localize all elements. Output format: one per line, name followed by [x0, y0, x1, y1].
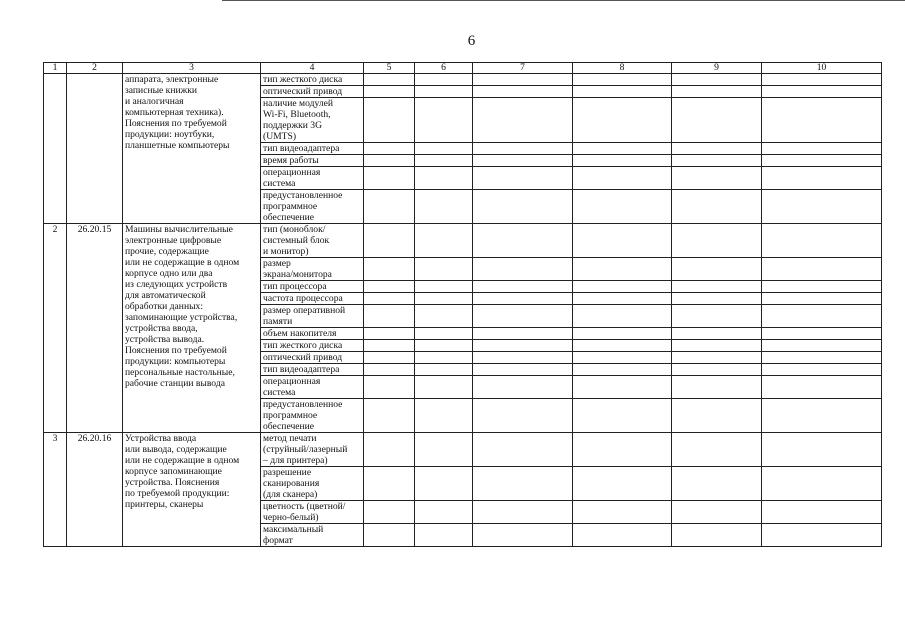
column-header: 9	[672, 63, 762, 74]
row-number-cell: 3	[44, 433, 67, 547]
value-cell	[672, 399, 762, 433]
value-cell	[762, 399, 882, 433]
table-row	[44, 433, 882, 467]
characteristic-cell: максимальный формат	[261, 524, 364, 547]
characteristic-cell: размер экрана/монитора	[261, 258, 364, 281]
value-cell	[473, 305, 573, 328]
characteristic-cell: время работы	[261, 155, 364, 167]
characteristic-cell: наличие модулей Wi-Fi, Bluetooth, поддержки 3G (UMTS)	[261, 98, 364, 143]
value-cell	[364, 524, 415, 547]
value-cell	[415, 74, 473, 86]
characteristic-cell: оптический привод	[261, 352, 364, 364]
column-header: 4	[261, 63, 364, 74]
characteristic-cell: цветность (цветной/ черно-белый)	[261, 501, 364, 524]
value-cell	[672, 74, 762, 86]
table-row	[44, 224, 882, 258]
value-cell	[573, 352, 672, 364]
value-cell	[762, 281, 882, 293]
value-cell	[415, 433, 473, 467]
value-cell	[364, 328, 415, 340]
value-cell	[473, 155, 573, 167]
value-cell	[573, 399, 672, 433]
value-cell	[364, 305, 415, 328]
value-cell	[415, 399, 473, 433]
value-cell	[473, 86, 573, 98]
value-cell	[364, 293, 415, 305]
okpd-code-cell	[67, 74, 123, 224]
value-cell	[415, 190, 473, 224]
value-cell	[415, 258, 473, 281]
value-cell	[672, 340, 762, 352]
column-header: 5	[364, 63, 415, 74]
value-cell	[473, 364, 573, 376]
value-cell	[473, 376, 573, 399]
header-row	[44, 63, 882, 74]
characteristic-cell: тип (моноблок/ системный блок и монитор)	[261, 224, 364, 258]
value-cell	[415, 364, 473, 376]
value-cell	[415, 524, 473, 547]
value-cell	[762, 224, 882, 258]
value-cell	[672, 352, 762, 364]
characteristics-table	[43, 62, 882, 547]
column-header: 3	[123, 63, 261, 74]
row-number-cell: 2	[44, 224, 67, 433]
characteristic-cell: тип процессора	[261, 281, 364, 293]
value-cell	[672, 467, 762, 501]
value-cell	[415, 501, 473, 524]
value-cell	[415, 167, 473, 190]
value-cell	[364, 167, 415, 190]
value-cell	[762, 524, 882, 547]
value-cell	[672, 524, 762, 547]
characteristic-cell: операционная система	[261, 167, 364, 190]
value-cell	[573, 155, 672, 167]
value-cell	[573, 501, 672, 524]
value-cell	[573, 467, 672, 501]
value-cell	[364, 376, 415, 399]
value-cell	[573, 224, 672, 258]
value-cell	[762, 143, 882, 155]
value-cell	[364, 86, 415, 98]
value-cell	[473, 467, 573, 501]
value-cell	[762, 74, 882, 86]
okpd-code-cell: 26.20.16	[67, 433, 123, 547]
characteristic-cell: частота процессора	[261, 293, 364, 305]
value-cell	[672, 433, 762, 467]
column-header: 7	[473, 63, 573, 74]
value-cell	[473, 143, 573, 155]
value-cell	[473, 524, 573, 547]
value-cell	[762, 501, 882, 524]
value-cell	[364, 501, 415, 524]
value-cell	[473, 433, 573, 467]
value-cell	[364, 155, 415, 167]
value-cell	[762, 305, 882, 328]
value-cell	[762, 190, 882, 224]
top-rule	[222, 0, 905, 1]
value-cell	[573, 293, 672, 305]
value-cell	[573, 328, 672, 340]
characteristic-cell: тип жесткого диска	[261, 340, 364, 352]
value-cell	[473, 328, 573, 340]
column-header: 1	[44, 63, 67, 74]
value-cell	[762, 293, 882, 305]
product-description-cell: Машины вычислительные электронные цифровые прочие, содержащие или не содержащие в одном корпусе одно или два из следующих устройств для автоматической обработки данных: запоминающие устройства, устройства ввода, устройства вывода. Пояснения по требуемой продукции: компьютеры персональные настольные, рабочие станции вывода	[123, 224, 261, 433]
value-cell	[573, 364, 672, 376]
value-cell	[473, 281, 573, 293]
value-cell	[762, 167, 882, 190]
value-cell	[473, 258, 573, 281]
characteristic-cell: оптический привод	[261, 86, 364, 98]
value-cell	[672, 293, 762, 305]
characteristic-cell: размер оперативной памяти	[261, 305, 364, 328]
value-cell	[672, 376, 762, 399]
value-cell	[473, 190, 573, 224]
value-cell	[573, 167, 672, 190]
value-cell	[364, 258, 415, 281]
column-header: 10	[762, 63, 882, 74]
value-cell	[762, 467, 882, 501]
column-header: 8	[573, 63, 672, 74]
value-cell	[473, 399, 573, 433]
value-cell	[415, 224, 473, 258]
value-cell	[672, 98, 762, 143]
value-cell	[473, 98, 573, 143]
table-row	[44, 74, 882, 86]
value-cell	[364, 190, 415, 224]
value-cell	[672, 501, 762, 524]
value-cell	[364, 143, 415, 155]
value-cell	[415, 155, 473, 167]
value-cell	[415, 143, 473, 155]
value-cell	[573, 524, 672, 547]
characteristic-cell: тип видеоадаптера	[261, 364, 364, 376]
value-cell	[672, 281, 762, 293]
value-cell	[762, 364, 882, 376]
value-cell	[762, 155, 882, 167]
row-number-cell	[44, 74, 67, 224]
value-cell	[473, 293, 573, 305]
value-cell	[415, 281, 473, 293]
value-cell	[473, 501, 573, 524]
value-cell	[672, 167, 762, 190]
value-cell	[573, 376, 672, 399]
value-cell	[762, 433, 882, 467]
characteristic-cell: тип жесткого диска	[261, 74, 364, 86]
okpd-code-cell: 26.20.15	[67, 224, 123, 433]
value-cell	[573, 190, 672, 224]
value-cell	[473, 352, 573, 364]
characteristic-cell: метод печати (струйный/лазерный – для принтера)	[261, 433, 364, 467]
value-cell	[364, 74, 415, 86]
value-cell	[672, 328, 762, 340]
value-cell	[672, 258, 762, 281]
value-cell	[762, 352, 882, 364]
value-cell	[762, 328, 882, 340]
value-cell	[415, 467, 473, 501]
value-cell	[672, 224, 762, 258]
value-cell	[415, 340, 473, 352]
characteristic-cell: предустановленное программное обеспечение	[261, 190, 364, 224]
value-cell	[672, 190, 762, 224]
value-cell	[473, 224, 573, 258]
value-cell	[415, 305, 473, 328]
value-cell	[762, 86, 882, 98]
value-cell	[364, 433, 415, 467]
value-cell	[573, 143, 672, 155]
value-cell	[415, 376, 473, 399]
value-cell	[573, 305, 672, 328]
value-cell	[573, 433, 672, 467]
value-cell	[672, 364, 762, 376]
characteristic-cell: объем накопителя	[261, 328, 364, 340]
value-cell	[672, 155, 762, 167]
value-cell	[415, 86, 473, 98]
column-header: 6	[415, 63, 473, 74]
value-cell	[364, 224, 415, 258]
value-cell	[672, 305, 762, 328]
value-cell	[415, 352, 473, 364]
value-cell	[364, 98, 415, 143]
value-cell	[473, 167, 573, 190]
product-description-cell: Устройства ввода или вывода, содержащие или не содержащие в одном корпусе запоминающие устройства. Пояснения по требуемой продукции: принтеры, сканеры	[123, 433, 261, 547]
product-description-cell: аппарата, электронные записные книжки и аналогичная компьютерная техника). Пояснения по требуемой продукции: ноутбуки, планшетные компьютеры	[123, 74, 261, 224]
value-cell	[364, 281, 415, 293]
value-cell	[364, 340, 415, 352]
value-cell	[364, 364, 415, 376]
value-cell	[573, 340, 672, 352]
value-cell	[573, 281, 672, 293]
value-cell	[364, 399, 415, 433]
value-cell	[415, 293, 473, 305]
value-cell	[473, 340, 573, 352]
value-cell	[415, 98, 473, 143]
characteristic-cell: разрешение сканирования (для сканера)	[261, 467, 364, 501]
value-cell	[415, 328, 473, 340]
characteristic-cell: предустановленное программное обеспечение	[261, 399, 364, 433]
value-cell	[672, 86, 762, 98]
characteristic-cell: операционная система	[261, 376, 364, 399]
value-cell	[364, 467, 415, 501]
value-cell	[762, 98, 882, 143]
value-cell	[473, 74, 573, 86]
page-number: 6	[467, 33, 476, 49]
value-cell	[762, 258, 882, 281]
value-cell	[762, 376, 882, 399]
value-cell	[573, 86, 672, 98]
value-cell	[573, 98, 672, 143]
value-cell	[573, 74, 672, 86]
characteristic-cell: тип видеоадаптера	[261, 143, 364, 155]
value-cell	[762, 340, 882, 352]
value-cell	[364, 352, 415, 364]
column-header: 2	[67, 63, 123, 74]
value-cell	[573, 258, 672, 281]
value-cell	[672, 143, 762, 155]
